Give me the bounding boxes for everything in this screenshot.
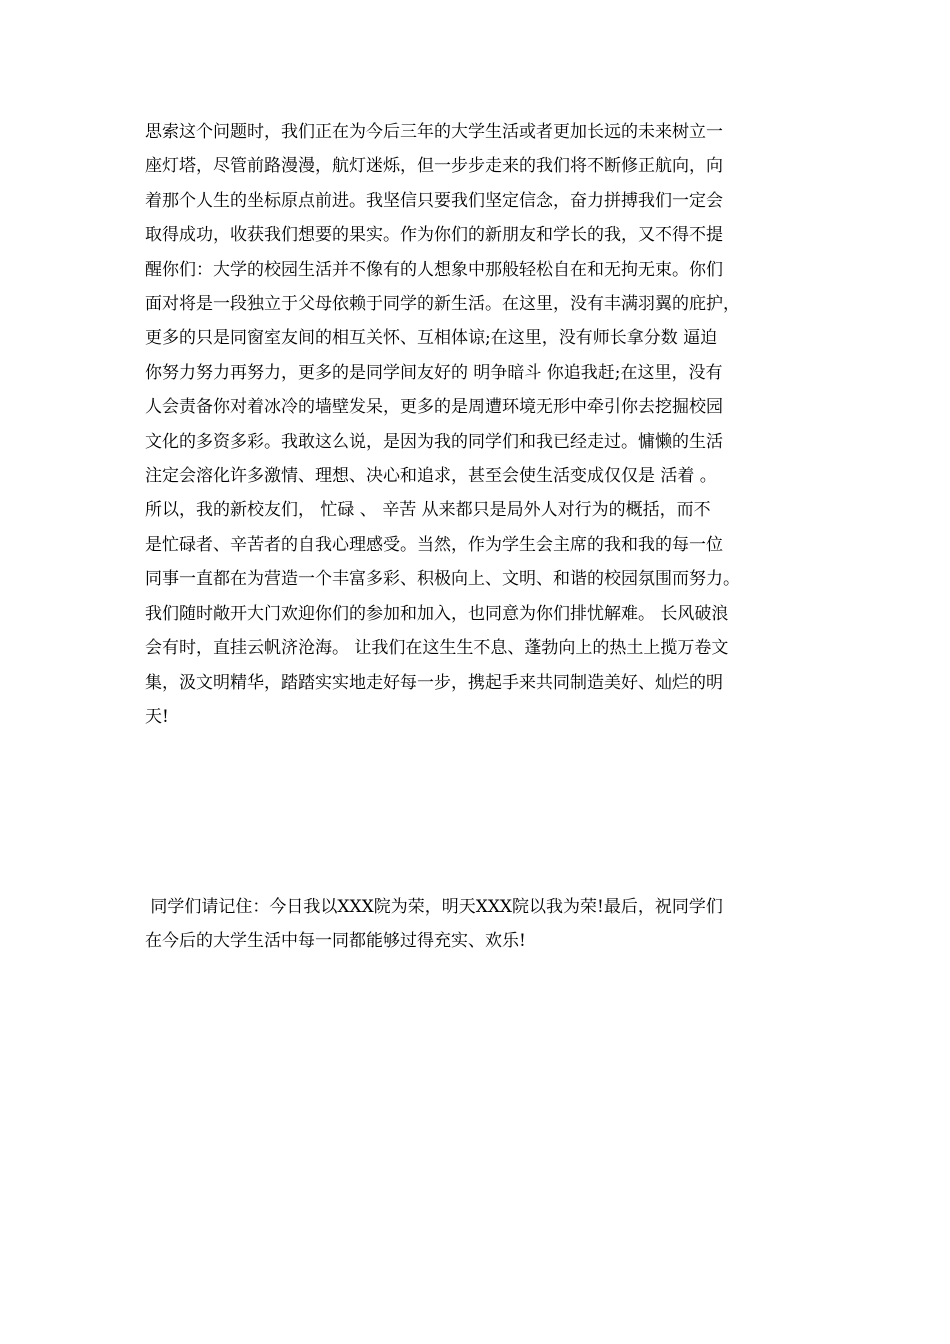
text-line: 天!: [145, 706, 169, 727]
text-line: 人会责备你对着冰冷的墙壁发呆，更多的是周遭环境无形中牵引你去挖掘校园: [145, 397, 723, 418]
text-line: 座灯塔，尽管前路漫漫，航灯迷烁，但一步步走来的我们将不断修正航向，向: [145, 156, 723, 177]
text-line: 集，汲文明精华，踏踏实实地走好每一步，携起手来共同制造美好、灿烂的明: [145, 672, 723, 693]
text-line: 更多的只是同窗室友间的相互关怀、互相体谅;在这里，没有师长拿分数 逼迫: [145, 328, 718, 349]
text-line: 会有时，直挂云帆济沧海。 让我们在这生生不息、蓬勃向上的热土上揽万卷文: [145, 638, 729, 659]
text-line: 你努力努力再努力，更多的是同学间友好的 明争暗斗 你追我赶;在这里，没有: [145, 362, 723, 383]
text-line: 取得成功，收获我们想要的果实。作为你们的新朋友和学长的我，又不得不提: [145, 225, 723, 246]
text-line: 同事一直都在为营造一个丰富多彩、积极向上、文明、和谐的校园氛围而努力。: [145, 569, 740, 590]
text-line: 所以，我的新校友们， 忙碌 、 辛苦 从来都只是局外人对行为的概括，而不: [145, 500, 711, 521]
text-line: 是忙碌者、辛苦者的自我心理感受。当然，作为学生会主席的我和我的每一位: [145, 534, 723, 555]
text-line: 我们随时敞开大门欢迎你们的参加和加入，也同意为你们排忧解难。 长风破浪: [145, 603, 729, 624]
closing-paragraph: [145, 890, 815, 959]
text-line: 在今后的大学生活中每一同都能够过得充实、欢乐!: [145, 931, 526, 952]
text-line: 注定会溶化许多激情、理想、决心和追求，甚至会使生活变成仅仅是 活着 。: [145, 466, 717, 487]
text-line: 醒你们：大学的校园生活并不像有的人想象中那般轻松自在和无拘无束。你们: [145, 259, 723, 280]
text-line: 同学们请记住：今日我以XXX院为荣，明天XXX院以我为荣!最后，祝同学们: [145, 897, 723, 917]
text-line: 文化的多资多彩。我敢这么说，是因为我的同学们和我已经走过。慵懒的生活: [145, 431, 723, 452]
text-line: 面对将是一段独立于父母依赖于同学的新生活。在这里，没有丰满羽翼的庇护，: [145, 294, 740, 315]
text-line: 着那个人生的坐标原点前进。我坚信只要我们坚定信念，奋力拼搏我们一定会: [145, 190, 723, 211]
body-paragraph: [145, 115, 815, 734]
text-line: 思索这个问题时，我们正在为今后三年的大学生活或者更加长远的未来树立一: [145, 122, 723, 142]
